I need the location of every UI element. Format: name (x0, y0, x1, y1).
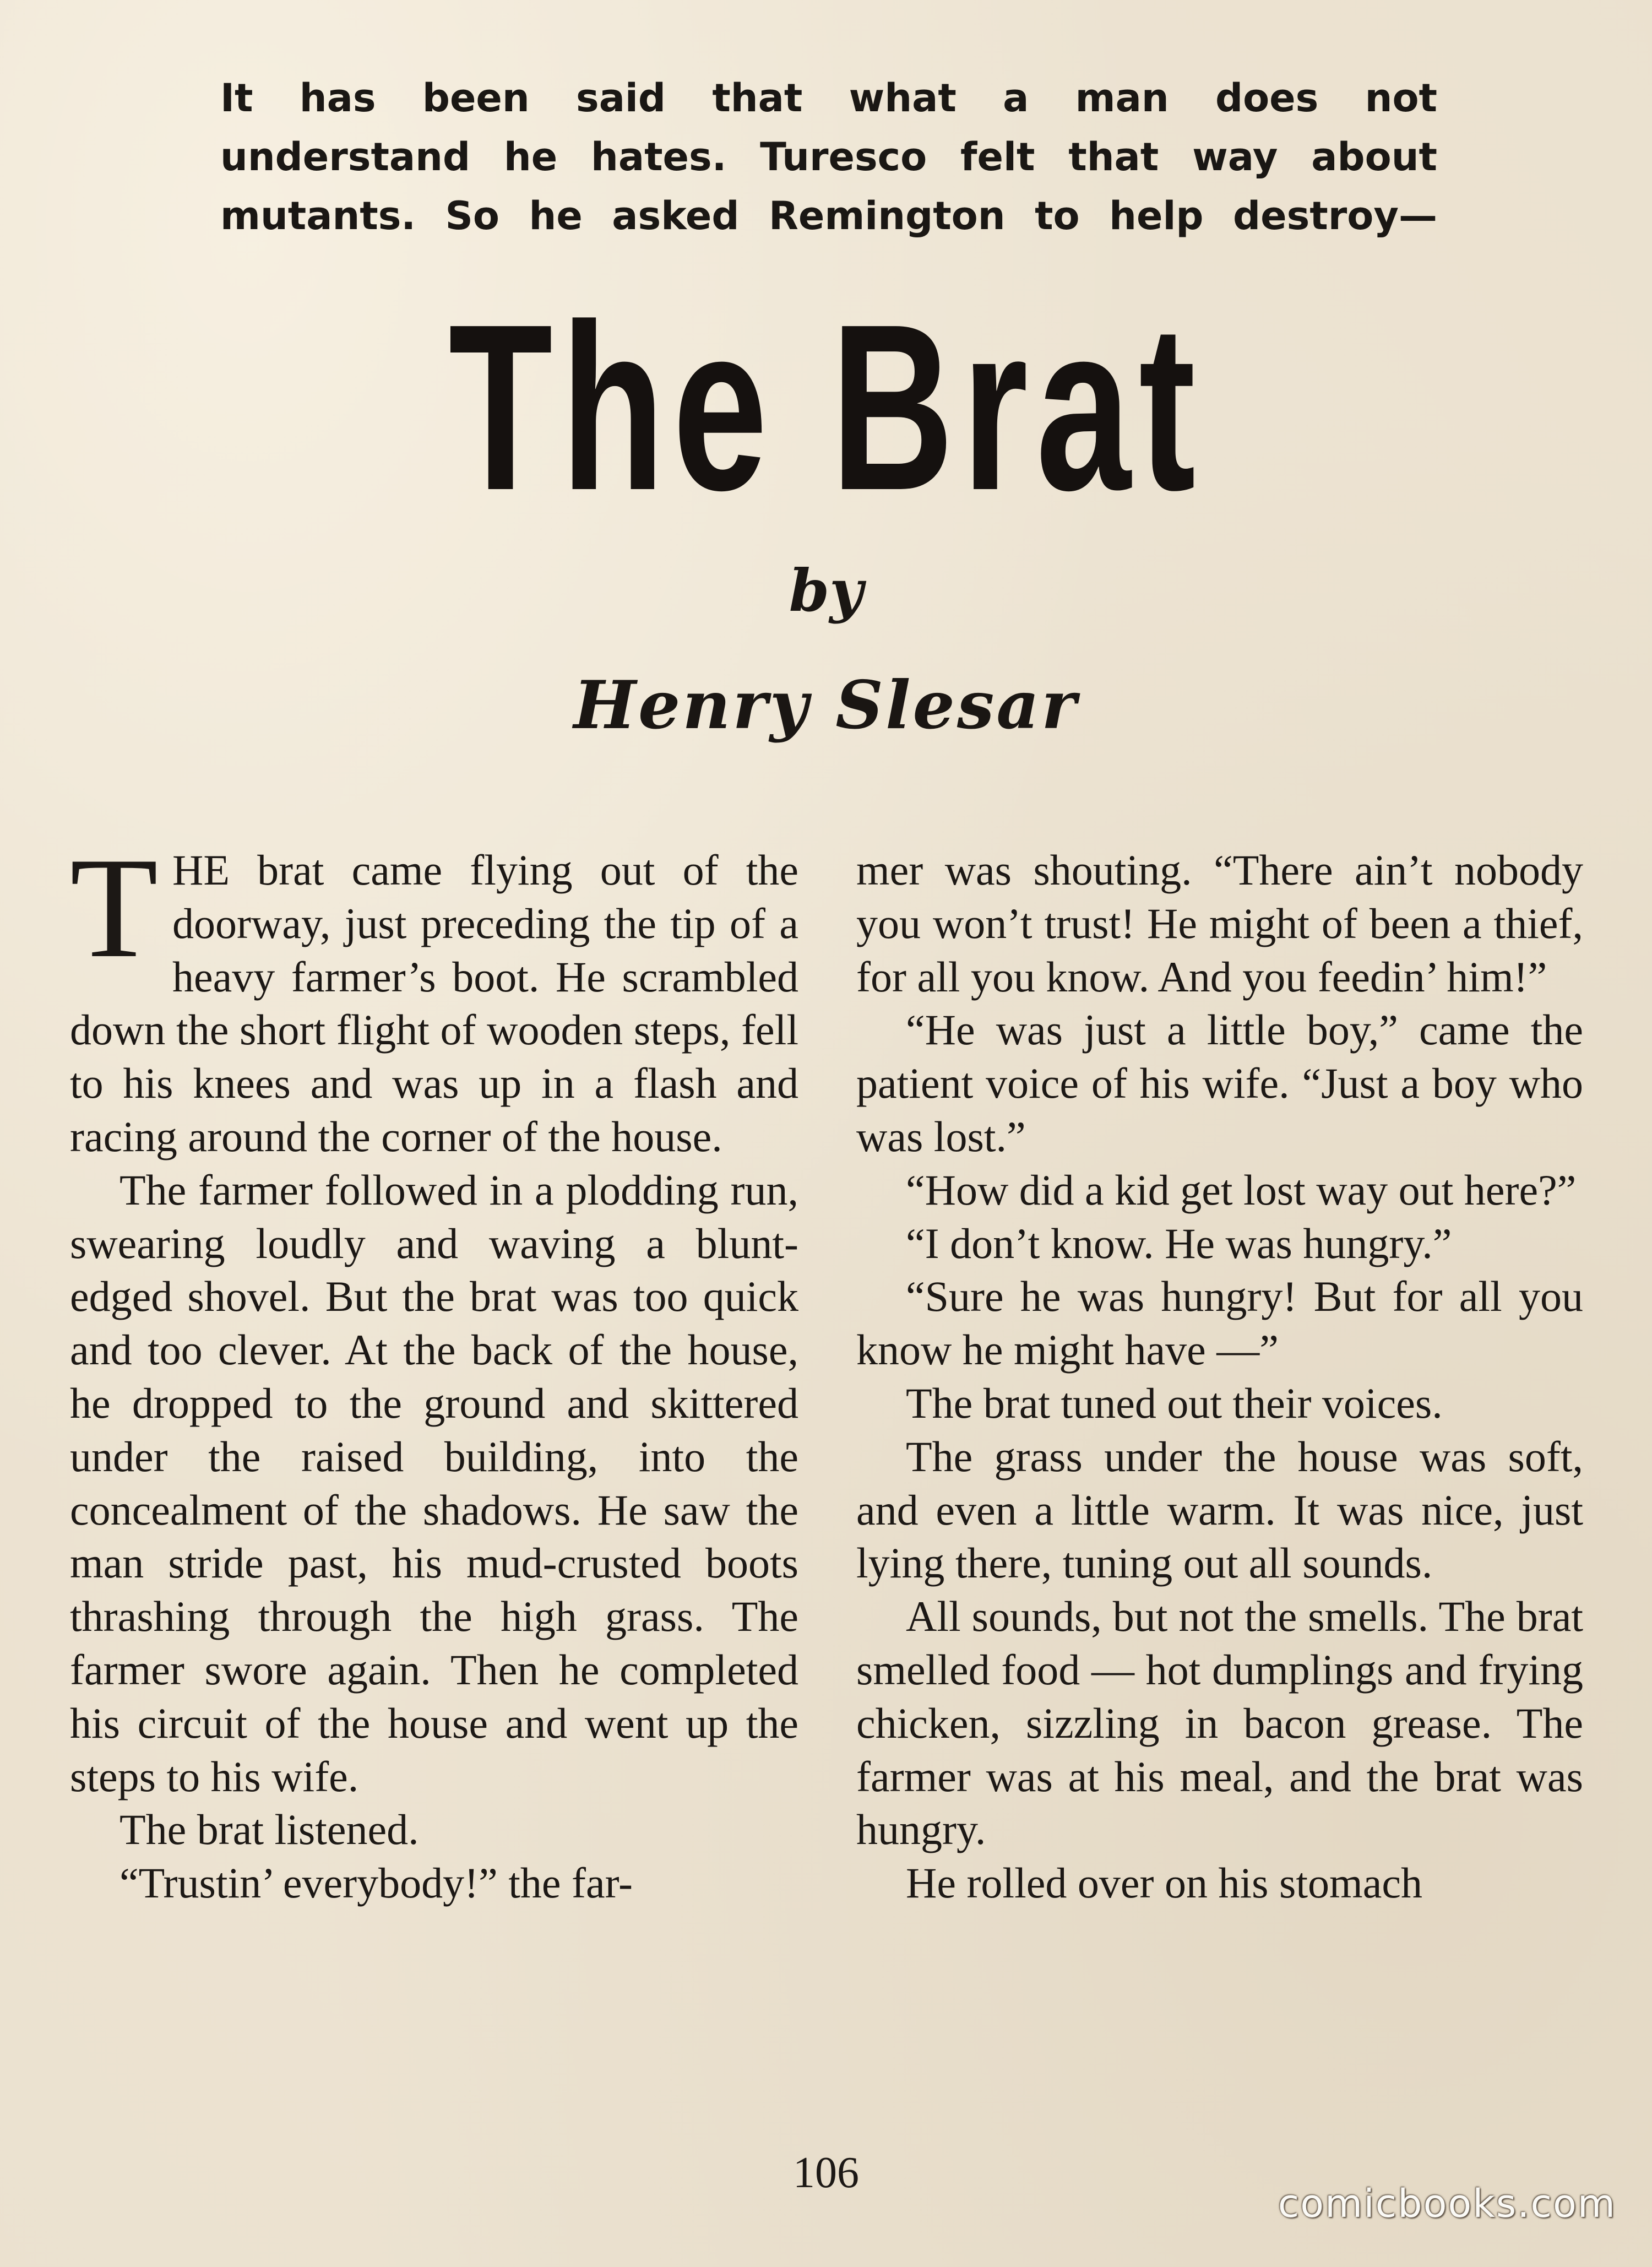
author-name: Henry Slesar (573, 666, 1079, 744)
paragraph: “Trustin’ everybody!” the far- (119, 1859, 633, 1907)
paragraph: He rolled over on his stomach (906, 1859, 1422, 1907)
paragraph-text: HE brat came flying out of the doorway, just preceding the tip of a heavy farmer’s boot. He scrambled down the short flight of wooden steps, fell to his knees and was up in a flash and racing around the corner of the house. (70, 846, 798, 1160)
paragraph: mer was shouting. “There ain’t nobody you won’t trust! He might of been a thief, for all you know. And you feedin’ him!” (856, 846, 1583, 1001)
paragraph: All sounds, but not the smells. The brat smelled food — hot dumplings and frying chicken, sizzling in bacon grease. The farmer was at his meal, and the brat was hungry. (856, 1592, 1583, 1854)
paragraph (70, 828, 798, 1164)
paragraph: The grass under the house was soft, and even a little warm. It was nice, just lying there, tuning out all sounds. (856, 1432, 1583, 1587)
paragraph: The brat listened. (119, 1805, 419, 1854)
story-blurb (220, 69, 1437, 246)
drop-cap: T (70, 828, 159, 988)
blurb-line: It has been said that what a man does not (220, 75, 1437, 121)
text-column-right (856, 844, 1583, 1910)
paragraph: “I don’t know. He was hungry.” (906, 1219, 1452, 1267)
story-title: The Brat (448, 275, 1204, 540)
paragraph: The farmer followed in a plodding run, swearing loudly and waving a blunt-edged shovel. But the brat was too quick and too clever. At the back of the house, he dropped to the ground and skittered under the raised building, into the concealment of the shadows. He saw the man stride past, his mud-crusted boots thrashing through the high grass. The farmer swore again. Then he completed his circuit of the house and went up the steps to his wife. (70, 1165, 798, 1800)
page-number: 106 (793, 2149, 859, 2197)
paragraph: The brat tuned out their voices. (906, 1379, 1443, 1427)
paragraph: “He was just a little boy,” came the patient voice of his wife. “Just a boy who was lost.” (856, 1006, 1583, 1160)
blurb-line: mutants. So he asked Remington to help destroy— (220, 193, 1437, 238)
paragraph: “How did a kid get lost way out here?” (906, 1165, 1577, 1214)
watermark: comicbooks.com (1278, 2181, 1616, 2226)
byline-by: by (789, 556, 863, 625)
paragraph: “Sure he was hungry! But for all you know he might have —” (856, 1272, 1583, 1374)
blurb-line: understand he hates. Turesco felt that way about (220, 134, 1437, 180)
text-column-left (70, 828, 798, 1910)
